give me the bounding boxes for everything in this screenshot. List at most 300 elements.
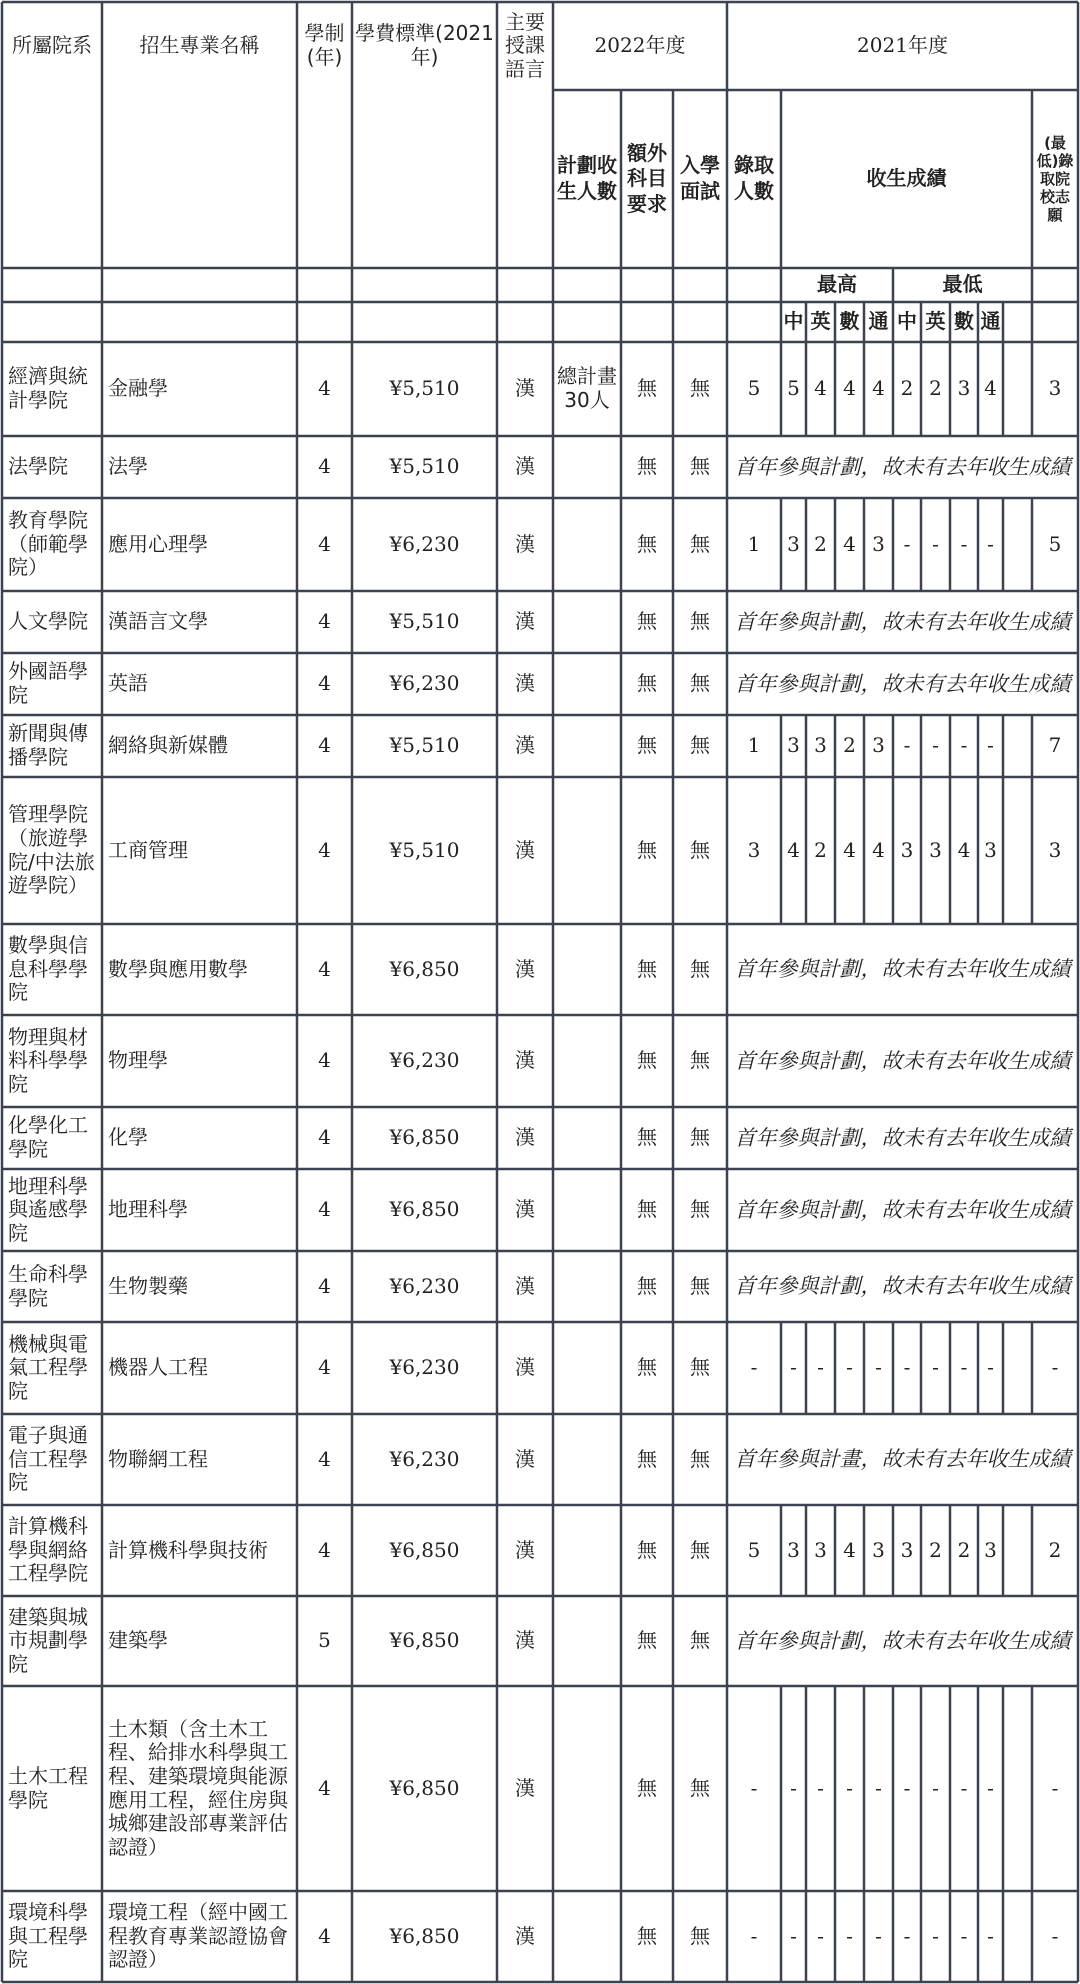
cell-text: 無 xyxy=(690,837,710,862)
major-cell xyxy=(102,1891,297,1982)
lang-cell xyxy=(497,653,553,715)
plan-cell xyxy=(553,1322,621,1414)
score-cell xyxy=(950,1322,978,1414)
extra-cell xyxy=(621,1322,673,1414)
fee-cell xyxy=(352,1015,497,1107)
cell-text: - xyxy=(960,531,968,556)
score-cell xyxy=(781,1686,806,1891)
cell-text: - xyxy=(960,1775,968,1800)
cell-text: 4 xyxy=(984,376,997,401)
extra-cell xyxy=(621,342,673,436)
cell-text: 數 xyxy=(954,309,974,334)
major-cell xyxy=(102,1686,297,1891)
score-cell xyxy=(950,1891,978,1982)
cell-text: 網絡與新媒體 xyxy=(108,733,228,758)
cell-text: - xyxy=(987,531,994,556)
score-cell xyxy=(835,1891,864,1982)
cell-text: 無 xyxy=(690,1923,710,1948)
cell-text: 無 xyxy=(690,376,710,401)
cell-text: 收生成績 xyxy=(866,166,947,191)
cell-text: 漢 xyxy=(515,609,535,634)
cell-text: 無 xyxy=(637,956,657,981)
interview-cell xyxy=(673,715,727,777)
header-highest xyxy=(781,268,893,302)
score-cell xyxy=(950,1686,978,1891)
cell-text: 漢 xyxy=(515,1125,535,1150)
cell-text: 漢 xyxy=(515,1446,535,1471)
score-cell xyxy=(781,777,806,924)
cell-text: 錄取人數 xyxy=(734,153,774,203)
cell-text: ¥6,850 xyxy=(389,1537,460,1562)
extra-cell xyxy=(621,1107,673,1169)
years-cell xyxy=(297,1015,352,1107)
choice-cell xyxy=(1032,715,1078,777)
cell-text: 無 xyxy=(690,1355,710,1380)
cell-text: 5 xyxy=(747,1537,761,1562)
dept-cell xyxy=(2,1322,102,1414)
score-cell xyxy=(950,1505,978,1596)
cell-text: 首年參與計畫，故未有去年收生成績 xyxy=(734,1447,1071,1472)
cell-text: 首年參與計劃，故未有去年收生成績 xyxy=(734,957,1071,982)
cell-text: ¥6,850 xyxy=(389,1197,460,1222)
fee-cell xyxy=(352,1596,497,1686)
interview-cell xyxy=(673,1322,727,1414)
header-subject xyxy=(950,302,978,342)
lang-cell xyxy=(497,777,553,924)
choice-cell xyxy=(1032,1686,1078,1891)
cell-text: 4 xyxy=(814,376,827,401)
cell-text: 無 xyxy=(637,1048,657,1073)
cell-text: 4 xyxy=(318,1273,331,1298)
cell-text: 4 xyxy=(318,837,331,862)
cell-text: - xyxy=(750,1923,758,1948)
cell-text: 漢 xyxy=(515,837,535,862)
cell-text: 數學與信息科學學院 xyxy=(8,933,88,1005)
header-extra-subjects xyxy=(621,90,673,268)
extra-cell xyxy=(621,777,673,924)
cell-text: - xyxy=(817,1775,824,1800)
cell-text: 無 xyxy=(637,531,657,556)
cell-text: 新聞與傳播學院 xyxy=(8,721,88,769)
extra-cell xyxy=(621,924,673,1015)
admitted-cell xyxy=(727,1505,781,1596)
fee-cell xyxy=(352,436,497,498)
score-cell xyxy=(835,1686,864,1891)
cell-text: 首年參與計劃，故未有去年收生成績 xyxy=(734,1197,1071,1222)
cell-text: - xyxy=(750,1355,758,1380)
header-interview xyxy=(673,90,727,268)
cell-text: 3 xyxy=(900,837,914,862)
score-cell xyxy=(781,342,806,436)
score-cell xyxy=(893,1686,921,1891)
major-cell xyxy=(102,342,297,436)
score-cell xyxy=(806,342,835,436)
cell-text: 漢語言文學 xyxy=(108,609,208,634)
cell-text: 無 xyxy=(637,733,657,758)
cell-text: 土木工程學院 xyxy=(8,1763,88,1812)
cell-text: - xyxy=(1051,1775,1059,1800)
cell-text: 土木類（含土木工程、給排水科學與工程、建築環境與能源應用工程，經住房與城鄉建設部專業評估認證） xyxy=(108,1716,288,1859)
cell-text: 無 xyxy=(690,454,710,479)
cell-text: - xyxy=(903,1355,911,1380)
score-cell xyxy=(950,777,978,924)
lang-cell xyxy=(497,924,553,1015)
major-cell xyxy=(102,591,297,653)
major-cell xyxy=(102,436,297,498)
interview-cell xyxy=(673,1891,727,1982)
plan-cell xyxy=(553,498,621,591)
interview-cell xyxy=(673,924,727,1015)
cell-text: 英 xyxy=(810,309,831,334)
fee-cell xyxy=(352,777,497,924)
lang-cell xyxy=(497,1505,553,1596)
score-cell xyxy=(893,1891,921,1982)
years-cell xyxy=(297,1251,352,1322)
extra-cell xyxy=(621,1891,673,1982)
note-cell xyxy=(727,1596,1078,1686)
cell-text: - xyxy=(846,1355,853,1380)
cell-text: 無 xyxy=(637,1355,657,1380)
score-cell xyxy=(978,1891,1003,1982)
score-cell xyxy=(921,715,950,777)
cell-text: 首年參與計劃，故未有去年收生成績 xyxy=(734,1048,1071,1073)
score-cell xyxy=(921,342,950,436)
score-cell xyxy=(781,1891,806,1982)
major-cell xyxy=(102,1322,297,1414)
score-cell xyxy=(864,1505,893,1596)
admitted-cell xyxy=(727,715,781,777)
fee-cell xyxy=(352,1251,497,1322)
cell-text: 化學化工學院 xyxy=(8,1113,88,1161)
cell-text: 漢 xyxy=(515,1273,535,1298)
interview-cell xyxy=(673,1414,727,1505)
cell-text: 無 xyxy=(637,1537,657,1562)
header-language xyxy=(497,2,553,90)
cell-text: 4 xyxy=(318,531,331,556)
years-cell xyxy=(297,1322,352,1414)
cell-text: 無 xyxy=(690,609,710,634)
score-cell xyxy=(921,1686,950,1891)
cell-text: 無 xyxy=(637,671,657,696)
cell-text: - xyxy=(846,1923,853,1948)
cell-text: - xyxy=(932,1355,939,1380)
cell-text: 漢 xyxy=(515,1537,535,1562)
cell-text: 4 xyxy=(318,956,331,981)
cell-text: - xyxy=(875,1923,882,1948)
note-cell xyxy=(727,1169,1078,1251)
cell-text: 無 xyxy=(690,1628,710,1653)
plan-cell xyxy=(553,1414,621,1505)
years-cell xyxy=(297,1107,352,1169)
major-cell xyxy=(102,1107,297,1169)
plan-cell xyxy=(553,342,621,436)
plan-cell xyxy=(553,1686,621,1891)
years-cell xyxy=(297,653,352,715)
choice-cell xyxy=(1032,1322,1078,1414)
score-cell xyxy=(978,1686,1003,1891)
cell-text: 5 xyxy=(747,376,761,401)
fee-cell xyxy=(352,591,497,653)
header-major xyxy=(102,2,297,90)
plan-cell xyxy=(553,1169,621,1251)
score-cell xyxy=(781,498,806,591)
cell-text: 4 xyxy=(318,733,331,758)
header-subject xyxy=(864,302,893,342)
cell-text: - xyxy=(960,733,968,758)
dept-cell xyxy=(2,498,102,591)
cell-text: 3 xyxy=(1048,837,1062,862)
cell-text: 4 xyxy=(872,837,885,862)
score-cell xyxy=(835,1505,864,1596)
extra-cell xyxy=(621,1414,673,1505)
cell-text: 1 xyxy=(747,531,761,556)
plan-cell xyxy=(553,1891,621,1982)
dept-cell xyxy=(2,1414,102,1505)
years-cell xyxy=(297,1505,352,1596)
score-cell xyxy=(806,498,835,591)
cell-text: 無 xyxy=(690,1537,710,1562)
cell-text: 3 xyxy=(787,733,800,758)
score-cell xyxy=(864,1322,893,1414)
cell-text: - xyxy=(987,1355,994,1380)
cell-text: 漢 xyxy=(515,1048,535,1073)
extra-cell xyxy=(621,1505,673,1596)
cell-text: - xyxy=(932,1775,939,1800)
cell-text: ¥6,230 xyxy=(389,1273,460,1298)
lang-cell xyxy=(497,1891,553,1982)
cell-text: ¥5,510 xyxy=(389,609,460,634)
years-cell xyxy=(297,498,352,591)
score-cell xyxy=(978,342,1003,436)
score-cell xyxy=(978,715,1003,777)
choice-cell xyxy=(1032,342,1078,436)
score-cell xyxy=(781,1322,806,1414)
cell-text: 首年參與計劃，故未有去年收生成績 xyxy=(734,1274,1071,1299)
cell-text: 2 xyxy=(929,1537,942,1562)
cell-text: - xyxy=(1051,1355,1059,1380)
cell-text: 首年參與計劃，故未有去年收生成績 xyxy=(734,1628,1071,1653)
cell-text: 無 xyxy=(637,1125,657,1150)
cell-text: 3 xyxy=(814,733,827,758)
cell-text: 4 xyxy=(318,1355,331,1380)
cell-text: 機械與電氣工程學院 xyxy=(8,1331,88,1403)
dept-cell xyxy=(2,1686,102,1891)
cell-text: ¥5,510 xyxy=(389,837,460,862)
cell-text: 5 xyxy=(318,1628,331,1653)
note-cell xyxy=(727,1251,1078,1322)
cell-text: 2 xyxy=(814,837,827,862)
score-cell xyxy=(893,342,921,436)
plan-cell xyxy=(553,715,621,777)
fee-cell xyxy=(352,498,497,591)
score-cell xyxy=(806,1891,835,1982)
fee-cell xyxy=(352,1891,497,1982)
cell-text: 4 xyxy=(843,1537,856,1562)
cell-text: - xyxy=(903,1923,911,1948)
cell-text: 無 xyxy=(637,1775,657,1800)
cell-text: - xyxy=(960,1355,968,1380)
interview-cell xyxy=(673,653,727,715)
cell-text: - xyxy=(1051,1923,1059,1948)
cell-text: ¥6,850 xyxy=(389,956,460,981)
interview-cell xyxy=(673,1107,727,1169)
major-cell xyxy=(102,1015,297,1107)
cell-text: 物理與材料科學學院 xyxy=(8,1024,88,1096)
score-cell xyxy=(921,498,950,591)
header-subject xyxy=(921,302,950,342)
score-cell xyxy=(864,1686,893,1891)
cell-text: 4 xyxy=(872,376,885,401)
choice-cell xyxy=(1032,498,1078,591)
cell-text: 4 xyxy=(843,376,856,401)
interview-cell xyxy=(673,1169,727,1251)
dept-cell xyxy=(2,1251,102,1322)
cell-text: 2 xyxy=(929,376,942,401)
cell-text: 4 xyxy=(318,671,331,696)
plan-cell xyxy=(553,653,621,715)
score-cell xyxy=(864,777,893,924)
cell-text: 計算機科學與網絡工程學院 xyxy=(8,1514,88,1586)
score-cell xyxy=(921,1891,950,1982)
cell-text: 主要授課語言 xyxy=(505,9,545,81)
major-cell xyxy=(102,1414,297,1505)
cell-text: 環境工程（經中國工程教育專業認證協會認證） xyxy=(108,1900,288,1972)
cell-text: 漢 xyxy=(515,376,535,401)
years-cell xyxy=(297,924,352,1015)
dept-cell xyxy=(2,924,102,1015)
fee-cell xyxy=(352,653,497,715)
note-cell xyxy=(727,1015,1078,1107)
cell-text: 漢 xyxy=(515,1775,535,1800)
lang-cell xyxy=(497,342,553,436)
score-cell xyxy=(806,777,835,924)
dept-cell xyxy=(2,1169,102,1251)
cell-text: ¥6,850 xyxy=(389,1775,460,1800)
cell-text: - xyxy=(750,1775,758,1800)
cell-text: 漢 xyxy=(515,1355,535,1380)
cell-text: 4 xyxy=(318,1923,331,1948)
cell-text: 3 xyxy=(872,531,885,556)
cell-text: 4 xyxy=(318,1775,331,1800)
cell-text: 無 xyxy=(637,837,657,862)
score-cell xyxy=(806,1322,835,1414)
header-lowest xyxy=(893,268,1032,302)
cell-text: - xyxy=(932,1923,939,1948)
cell-text: 漢 xyxy=(515,454,535,479)
cell-text: 無 xyxy=(690,1125,710,1150)
lang-cell xyxy=(497,1251,553,1322)
cell-text: ¥6,850 xyxy=(389,1923,460,1948)
interview-cell xyxy=(673,436,727,498)
major-cell xyxy=(102,1251,297,1322)
header-year-2021 xyxy=(727,2,1078,90)
dept-cell xyxy=(2,653,102,715)
years-cell xyxy=(297,1414,352,1505)
cell-text: 無 xyxy=(637,1923,657,1948)
lang-cell xyxy=(497,1322,553,1414)
years-cell xyxy=(297,342,352,436)
cell-text: 3 xyxy=(984,837,997,862)
header-admitted xyxy=(727,90,781,268)
score-cell xyxy=(864,1891,893,1982)
score-cell xyxy=(893,1322,921,1414)
score-cell xyxy=(978,777,1003,924)
cell-text: 3 xyxy=(787,1537,800,1562)
cell-text: 地理科學 xyxy=(108,1197,188,1222)
cell-text: 無 xyxy=(637,1197,657,1222)
cell-text: - xyxy=(987,1775,994,1800)
lang-cell xyxy=(497,436,553,498)
cell-text: 無 xyxy=(690,733,710,758)
cell-text: - xyxy=(903,1775,911,1800)
fee-cell xyxy=(352,715,497,777)
cell-text: 3 xyxy=(957,376,971,401)
admitted-cell xyxy=(727,498,781,591)
cell-text: 物理學 xyxy=(108,1048,168,1073)
cell-text: 法學 xyxy=(108,454,148,479)
score-cell xyxy=(835,777,864,924)
years-cell xyxy=(297,1686,352,1891)
admitted-cell xyxy=(727,777,781,924)
cell-text: 無 xyxy=(637,609,657,634)
score-cell xyxy=(806,1686,835,1891)
cell-text: 2 xyxy=(900,376,914,401)
cell-text: 漢 xyxy=(515,1628,535,1653)
cell-text: - xyxy=(817,1923,824,1948)
cell-text: 4 xyxy=(787,837,800,862)
note-cell xyxy=(727,924,1078,1015)
note-cell xyxy=(727,653,1078,715)
dept-cell xyxy=(2,591,102,653)
cell-text: - xyxy=(987,1923,994,1948)
fee-cell xyxy=(352,924,497,1015)
interview-cell xyxy=(673,342,727,436)
cell-text: 2021年度 xyxy=(857,33,948,58)
dept-cell xyxy=(2,777,102,924)
lang-cell xyxy=(497,591,553,653)
cell-text: 管理學院（旅遊學院/中法旅遊學院） xyxy=(8,802,95,898)
years-cell xyxy=(297,1596,352,1686)
cell-text: 電子與通信工程學院 xyxy=(8,1423,88,1495)
admitted-cell xyxy=(727,342,781,436)
cell-text: 英語 xyxy=(108,671,148,696)
fee-cell xyxy=(352,1686,497,1891)
interview-cell xyxy=(673,1505,727,1596)
cell-text: - xyxy=(846,1775,853,1800)
cell-text: 無 xyxy=(690,1273,710,1298)
dept-cell xyxy=(2,342,102,436)
plan-cell xyxy=(553,1596,621,1686)
score-cell xyxy=(921,1505,950,1596)
score-cell xyxy=(893,1505,921,1596)
plan-cell xyxy=(553,924,621,1015)
lang-cell xyxy=(497,1015,553,1107)
lang-cell xyxy=(497,1596,553,1686)
major-cell xyxy=(102,1169,297,1251)
years-cell xyxy=(297,1891,352,1982)
cell-text: 最高 xyxy=(817,272,857,297)
cell-text: ¥6,850 xyxy=(389,1125,460,1150)
cell-text: 無 xyxy=(637,1273,657,1298)
extra-cell xyxy=(621,715,673,777)
cell-text: 入學面試 xyxy=(680,153,720,203)
score-cell xyxy=(835,342,864,436)
admitted-cell xyxy=(727,1891,781,1982)
cell-text: 4 xyxy=(318,1537,331,1562)
interview-cell xyxy=(673,591,727,653)
cell-text: (最低)錄取院校志願 xyxy=(1036,134,1074,224)
cell-text: - xyxy=(817,1355,824,1380)
